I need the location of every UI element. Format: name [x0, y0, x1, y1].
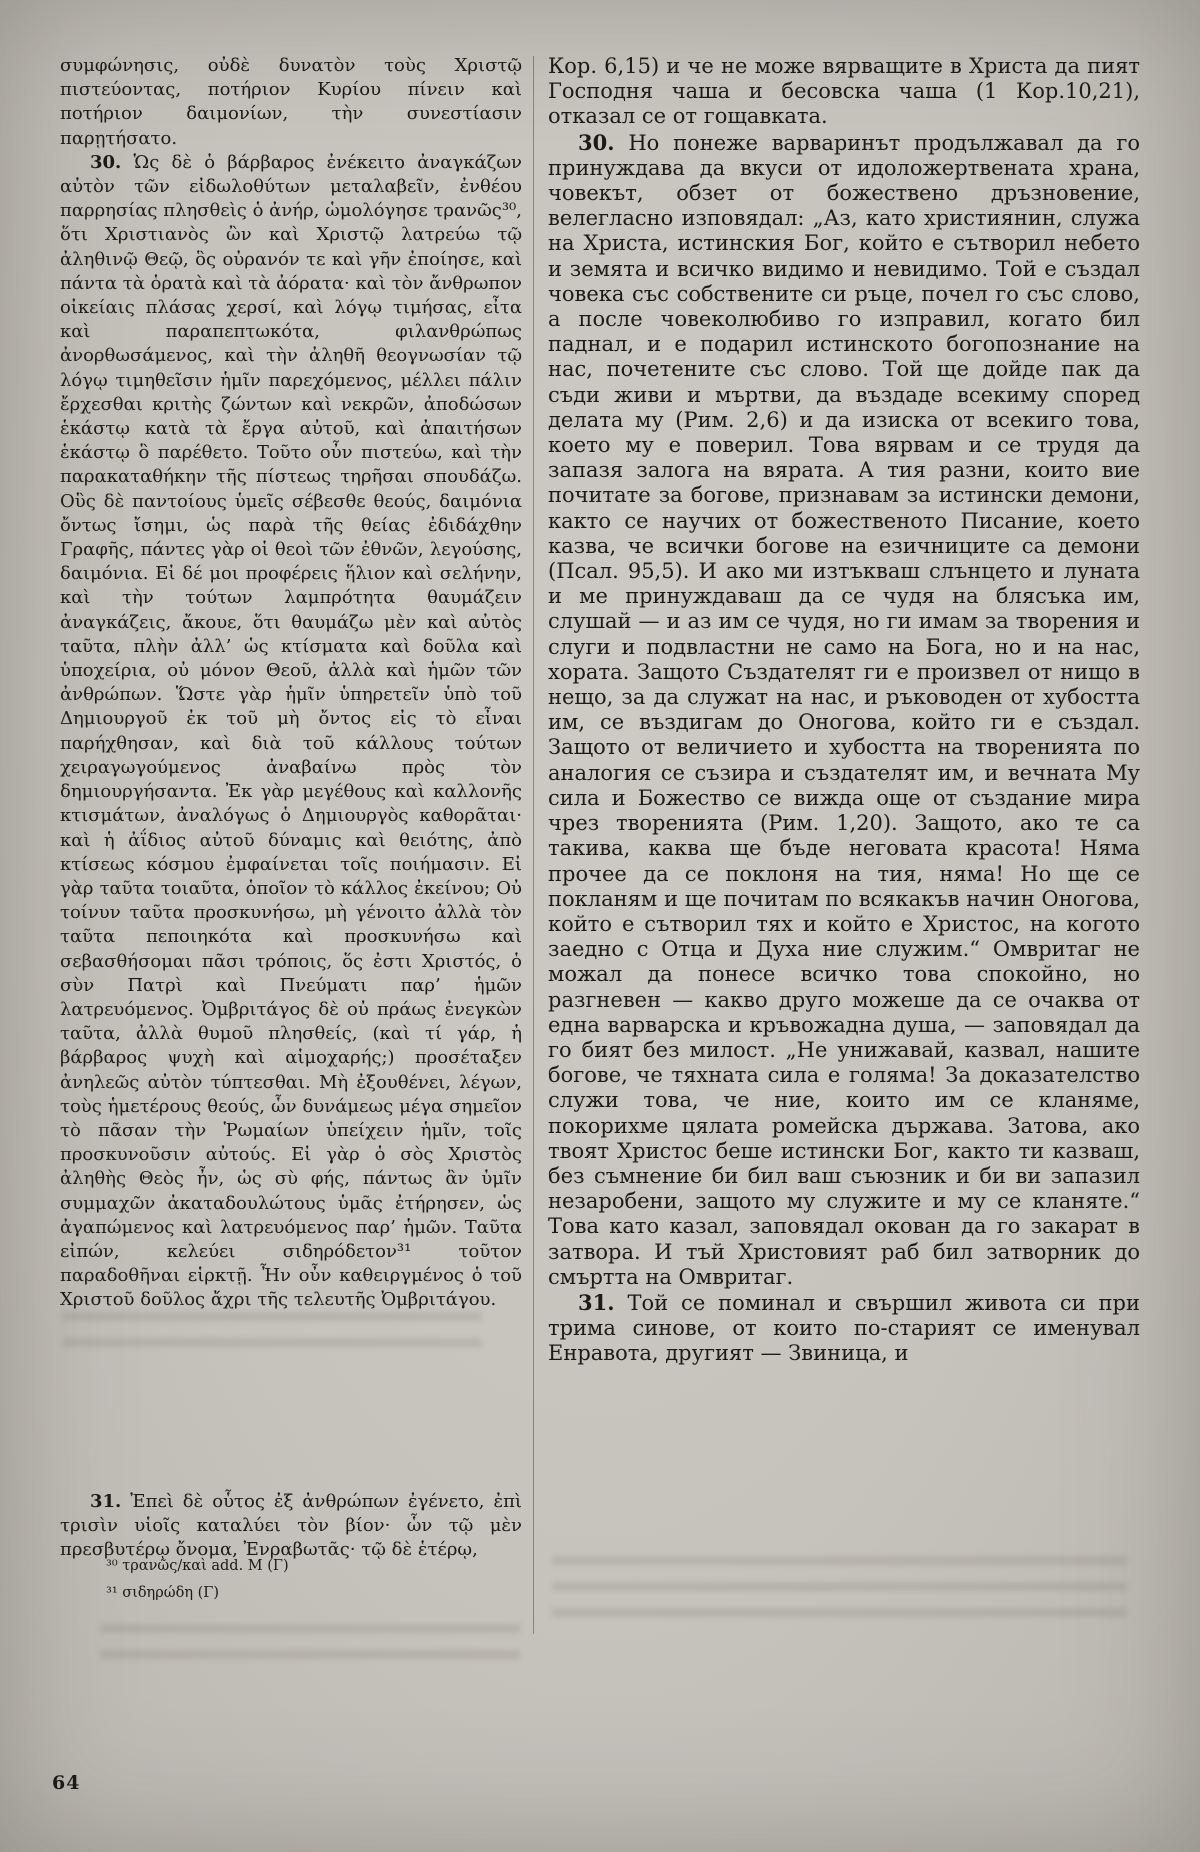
- greek-paragraph-31: [60, 1490, 522, 1563]
- bulgarian-section-31-text: Той се поминал и свършил живота си при трима синове, от които по-старият се именувал Енравота, другият — Звиница, и: [548, 1290, 1140, 1366]
- footnotes-block: [106, 1553, 506, 1607]
- greek-section-31-text: Ἐπεὶ δὲ οὗτος ἐξ ἀνθρώπων ἐγένετο, ἐπὶ τρισὶν υἱοῖς καταλύει τὸν βίον· ὧν τῷ μὲν πρεσβυτέρῳ ὄνομα, Ἐνραβωτᾶς· τῷ δὲ ἑτέρῳ,: [60, 1491, 522, 1561]
- bulgarian-paragraph-continuation: Кор. 6,15) и че не може вярващите в Христа да пият Господня чаша и бесовска чаша (1 Кор.10,21), отказал се от гощавката.: [548, 54, 1140, 129]
- greek-section-30-text: Ὡς δὲ ὁ βάρβαρος ἐνέκειτο ἀναγκάζων αὐτὸν τῶν εἰδωλοθύτων μεταλαβεῖν, ἐνθέου παρρησίας πλησθεὶς ὁ ἀνήρ, ὡμολόγησε τρανῶς³⁰, ὅτι Χριστιανὸς ὢν καὶ Χριστῷ λατρεύω τῷ ἀληθινῷ Θεῷ, ὃς οὐρανόν τε καὶ γῆν ἐποίησε, καὶ πάντα τὰ ὁρατὰ καὶ τὰ ἀόρατα· καὶ τὸν ἄνθρωπον οἰκείαις πλάσας χερσί, καὶ λόγῳ τιμήσας, εἶτα καὶ παραπεπτωκότα, φιλανθρώπως ἀνορθωσάμενος, καὶ τὴν ἀληθῆ θεογνωσίαν τῷ λόγῳ τιμηθεῖσιν ἡμῖν παρεχόμενος, μέλλει πάλιν ἔρχεσθαι κριτὴς ζώντων καὶ νεκρῶν, ἀποδώσων ἑκάστῳ κατὰ τὰ ἔργα αὐτοῦ, καὶ ἀπαιτήσων ἑκάστῳ ὃ παρέθετο. Τοῦτο οὖν πιστεύω, καὶ τὴν παρακαταθήκην τῆς πίστεως τηρῆσαι σπουδάζω. Οὓς δὲ παντοίους ὑμεῖς σέβεσθε θεούς, δαιμόνια ὄντως ἴσημι, ὡς παρὰ τῆς θείας ἐδιδάχθην Γραφῆς, πάντες γὰρ οἱ θεοὶ τῶν ἐθνῶν, λεγούσης, δαιμόνια. Εἰ δέ μοι προφέρεις ἥλιον καὶ σελήνην, καὶ τὴν τούτων λαμπρότητα θαυμάζειν ἀναγκάζεις, ἄκουε, ὅτι θαυμάζω μὲν καὶ αὐτὸς ταῦτα, πλὴν ἀλλ’ ὡς κτίσματα καὶ δοῦλα καὶ ὑποχείρια, οὐ μόνον Θεοῦ, ἀλλὰ καὶ ἡμῶν τῶν ἀνθρώπων. Ὥστε γὰρ ἡμῖν ὑπηρετεῖν ὑπὸ τοῦ Δημιουργοῦ ἐκ τοῦ μὴ ὄντος εἰς τὸ εἶναι παρήχθησαν, καὶ διὰ τοῦ κάλλους τούτων χειραγωγούμενος ἀναβαίνω πρὸς τὸν δημιουργήσαντα. Ἐκ γὰρ μεγέθους καὶ καλλονῆς κτισμάτων, ἀναλόγως ὁ Δημιουργὸς καθορᾶται· καὶ ἡ ἀΐδιος αὐτοῦ δύναμις καὶ θειότης, ἀπὸ κτίσεως κόσμου ἐμφαίνεται τοῖς ποιήμασιν. Εἰ γὰρ ταῦτα τοιαῦτα, ὁποῖον τὸ κάλλος ἐκείνου; Οὐ τοίνυν ταῦτα προσκυνήσω, μὴ γένοιτο ἀλλὰ τὸν ταῦτα πεποιηκότα καὶ προσκυνήσω καὶ σεβασθήσομαι πᾶσι τρόποις, ὅς ἐστι Χριστός, ὁ σὺν Πατρὶ καὶ Πνεύματι παρ’ ἡμῶν λατρευόμενος. Ὀμβριτάγος δὲ οὐ πράως ἐνεγκὼν ταῦτα, ἀλλὰ θυμοῦ πλησθείς, (καὶ τί γάρ, ἡ βάρβαρος ψυχὴ καὶ αἱμοχαρής;) προσέταξεν ἀνηλεῶς αὐτὸν τύπτεσθαι. Μὴ ἐξουθένει, λέγων, τοὺς ἡμετέρους θεούς, ὧν δυνάμεως μέγα σημεῖον τὸ πᾶσαν τὴν Ῥωμαίων ὑπείχειν ἡμῖν, τοῖς προσκυνοῦσιν αὐτούς. Εἰ γὰρ ὁ σὸς Χριστὸς ἀληθὴς Θεὸς ἦν, ὡς σὺ φής, πάντως ἂν ὑμῖν συμμαχῶν ἀκαταδουλώτους ὑμᾶς ἐτήρησεν, ὡς ἀγαπώμενος καὶ λατρευόμενος παρ’ ἡμῶν. Ταῦτα εἰπών, κελεύει σιδηρόδετον³¹ τοῦτον παραδοθῆναι εἱρκτῇ. Ἦν οὖν καθειργμένος ὁ τοῦ Χριστοῦ δοῦλος ἄχρι τῆς τελευτῆς Ὀμβριτάγου.: [60, 151, 522, 1311]
- page-number: 64: [52, 1772, 81, 1794]
- page-bleedthrough-artifact: [100, 1624, 520, 1676]
- bulgarian-paragraph-31: [548, 1290, 1140, 1367]
- footnote-30: ³⁰ τρανῶς/καὶ add. M (Γ): [106, 1558, 289, 1574]
- greek-section-31-number: 31.: [90, 1491, 122, 1512]
- greek-paragraph-30: [60, 151, 522, 1313]
- bulgarian-text-column: [548, 54, 1140, 1367]
- column-divider: [533, 56, 534, 1634]
- bulgarian-paragraph-30: [548, 130, 1140, 1290]
- bulgarian-section-31-number: 31.: [578, 1289, 615, 1315]
- footnote-31: ³¹ σιδηρώδη (Γ): [106, 1585, 219, 1601]
- page-bleedthrough-artifact: [552, 1556, 1127, 1626]
- bulgarian-section-30-number: 30.: [578, 129, 615, 155]
- greek-section-30-number: 30.: [90, 151, 122, 173]
- greek-text-column: [60, 54, 522, 1601]
- page-bleedthrough-artifact: [62, 1312, 482, 1352]
- greek-paragraph-continuation: συμφώνησις, οὐδὲ δυνατὸν τοὺς Χριστῷ πιστεύοντας, ποτήριον Κυρίου πίνειν καὶ ποτήριον δαιμονίων, τὴν συνεστίασιν παρῃτήσατο.: [60, 55, 522, 149]
- bulgarian-section-30-text: Но понеже варваринът продължавал да го принуждава да вкуси от идоложертвената храна, човекът, обзет от божествено дръзновение, велегласно изповядал: „Аз, като християнин, служа на Христа, истинския Бог, който е сътворил небето и земята и всичко видимо и невидимо. Той е създал човека със собствените си ръце, почел го със слово, а после човеколюбиво го изправил, когато бил паднал, и е подарил истинското богопознание на нас, почетените със слово. Той ще дойде пак да съди живи и мъртви, да въздаде всекиму според делата му (Рим. 2,6) и да изиска от всекиго това, което му е поверил. Това вярвам и се трудя да запазя залога на вярата. А тия разни, които вие почитате за богове, признавам за истински демони, както се научих от божественото Писание, което казва, че всички богове на езичниците са демони (Псал. 95,5). И ако ми изтъкваш слънцето и луната и ме принуждаваш да се чудя на блясъка им, слушай — и аз им се чудя, но ги имам за творения и слуги и подвластни не само на Бога, но и на нас, хората. Защото Създателят ги е произвел от нищо в нещо, за да служат на нас, и ръководен от хубостта им, се въздигам до Оногова, който ги е създал. Защото от величието и хубостта на творенията по аналогия се съзира и създателят им, и вечната Му сила и Божество се вижда още от създание мира чрез творенията (Рим. 1,20). Защото, ако те са такива, каква ще бъде неговата красота! Няма прочее да се поклоня на тия, няма! Но ще се покланям и ще почитам по всякакъв начин Оногова, който е сътворил тях и който е Христос, на когото заедно с Отца и Духа ние служим.“ Омвритаг не можал да понесе всичко това спокойно, но разгневен — какво друго можеше да се очаква от една варварска и кръвожадна душа, — заповядал да го бият без милост. „Не унижавай, казвал, нашите богове, че тяхната сила е голяма! За доказателство служи това, че ние, които им се кланяме, покорихме цялата ромейска държава. Затова, ако твоят Христос беше истински Бог, както ти казваш, без съмнение би бил ваш съюзник и би ви запазил незаробени, защото му служите и му се кланяте.“ Това като казал, заповядал окован да го закарат в затвора. И тъй Христовият раб бил затворник до смъртта на Омвритаг.: [548, 130, 1140, 1289]
